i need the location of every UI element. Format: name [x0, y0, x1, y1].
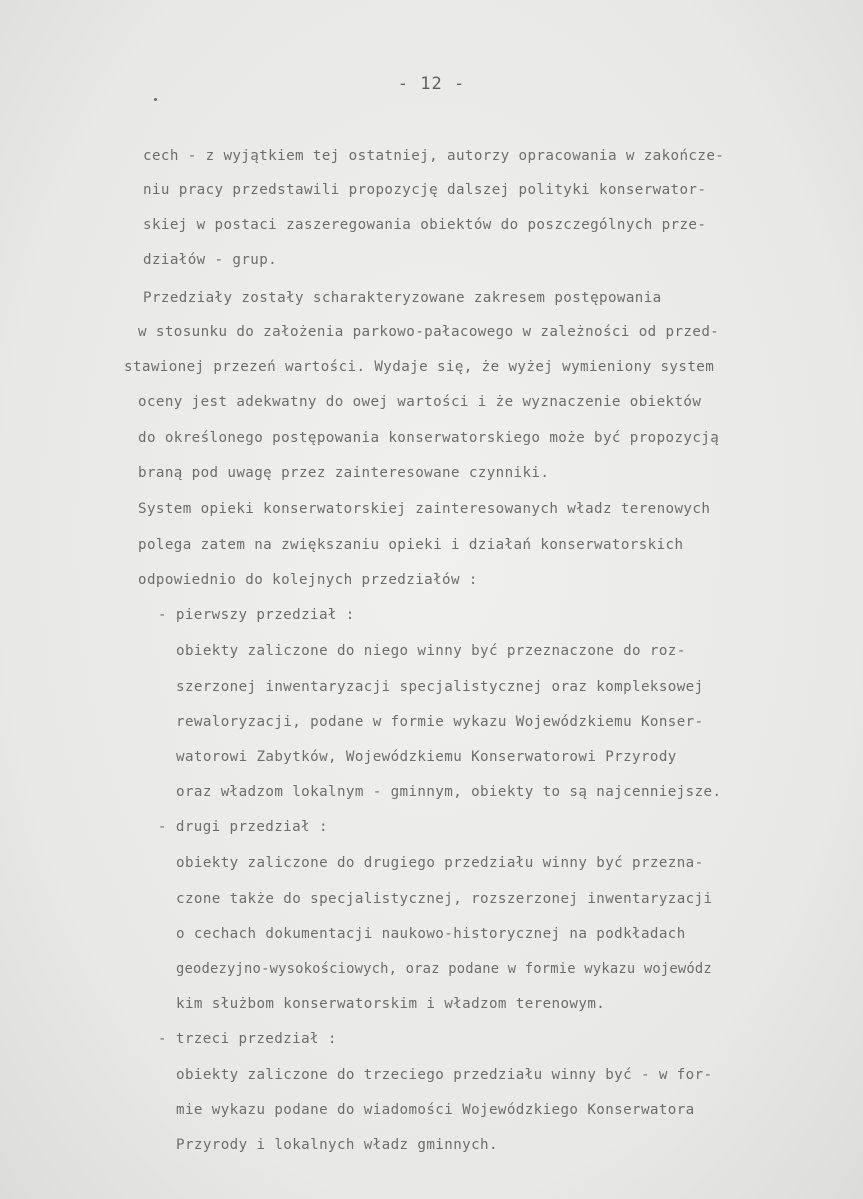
text-line: obiekty zaliczone do trzeciego przedziału winny być - w for- — [176, 1067, 713, 1083]
text-line: obiekty zaliczone do drugiego przedziału winny być przezna- — [176, 855, 704, 871]
text-line: polega zatem na zwiększaniu opieki i działań konserwatorskich — [138, 537, 684, 553]
page-number: - 12 - — [397, 74, 466, 94]
text-line: kim służbom konserwatorskim i władzom terenowym. — [176, 996, 606, 1012]
text-line: szerzonej inwentaryzacji specjalistycznej oraz kompleksowej — [176, 679, 704, 695]
text-line: skiej w postaci zaszeregowania obiektów do poszczególnych prze- — [143, 217, 707, 233]
list-heading: - drugi przedział : — [158, 819, 328, 835]
text-line: działów - grup. — [143, 252, 278, 268]
text-line: mie wykazu podane do wiadomości Wojewódzkiego Konserwatora — [176, 1102, 695, 1118]
text-line: do określonego postępowania konserwatorskiego może być propozycją — [138, 430, 720, 446]
text-line: rewaloryzacji, podane w formie wykazu Wojewódzkiemu Konser- — [176, 714, 704, 730]
text-line: odpowiednio do kolejnych przedziałów : — [138, 572, 478, 588]
text-line: System opieki konserwatorskiej zainteresowanych władz terenowych — [138, 501, 711, 517]
text-line: watorowi Zabytków, Wojewódzkiemu Konserwatorowi Przyrody — [176, 749, 677, 765]
text-line: o cechach dokumentacji naukowo-historycznej na podkładach — [176, 926, 686, 942]
text-line: oceny jest adekwatny do owej wartości i że wyznaczenie obiektów — [138, 394, 702, 410]
text-line: w stosunku do założenia parkowo-pałacowego w zależności od przed- — [138, 324, 720, 340]
text-line: obiekty zaliczone do niego winny być przeznaczone do roz- — [176, 643, 686, 659]
text-line: Przyrody i lokalnych władz gminnych. — [176, 1137, 498, 1153]
text-line: braną pod uwagę przez zainteresowane czynniki. — [138, 465, 550, 481]
text-line: Przedziały zostały scharakteryzowane zakresem postępowania — [143, 290, 662, 306]
list-heading: - trzeci przedział : — [158, 1031, 337, 1047]
text-line: czone także do specjalistycznej, rozszerzonej inwentaryzacji — [176, 891, 713, 907]
text-line: geodezyjno-wysokościowych, oraz podane w formie wykazu wojewódz — [176, 961, 712, 977]
text-line: niu pracy przedstawili propozycję dalszej polityki konserwator- — [143, 182, 707, 198]
text-line: stawionej przezeń wartości. Wydaje się, że wyżej wymieniony system — [124, 359, 715, 375]
text-line: oraz władzom lokalnym - gminnym, obiekty to są najcenniejsze. — [176, 784, 722, 800]
text-line: cech - z wyjątkiem tej ostatniej, autorzy opracowania w zakończe- — [143, 148, 725, 164]
list-heading: - pierwszy przedział : — [158, 607, 355, 623]
speck-mark — [154, 98, 157, 101]
